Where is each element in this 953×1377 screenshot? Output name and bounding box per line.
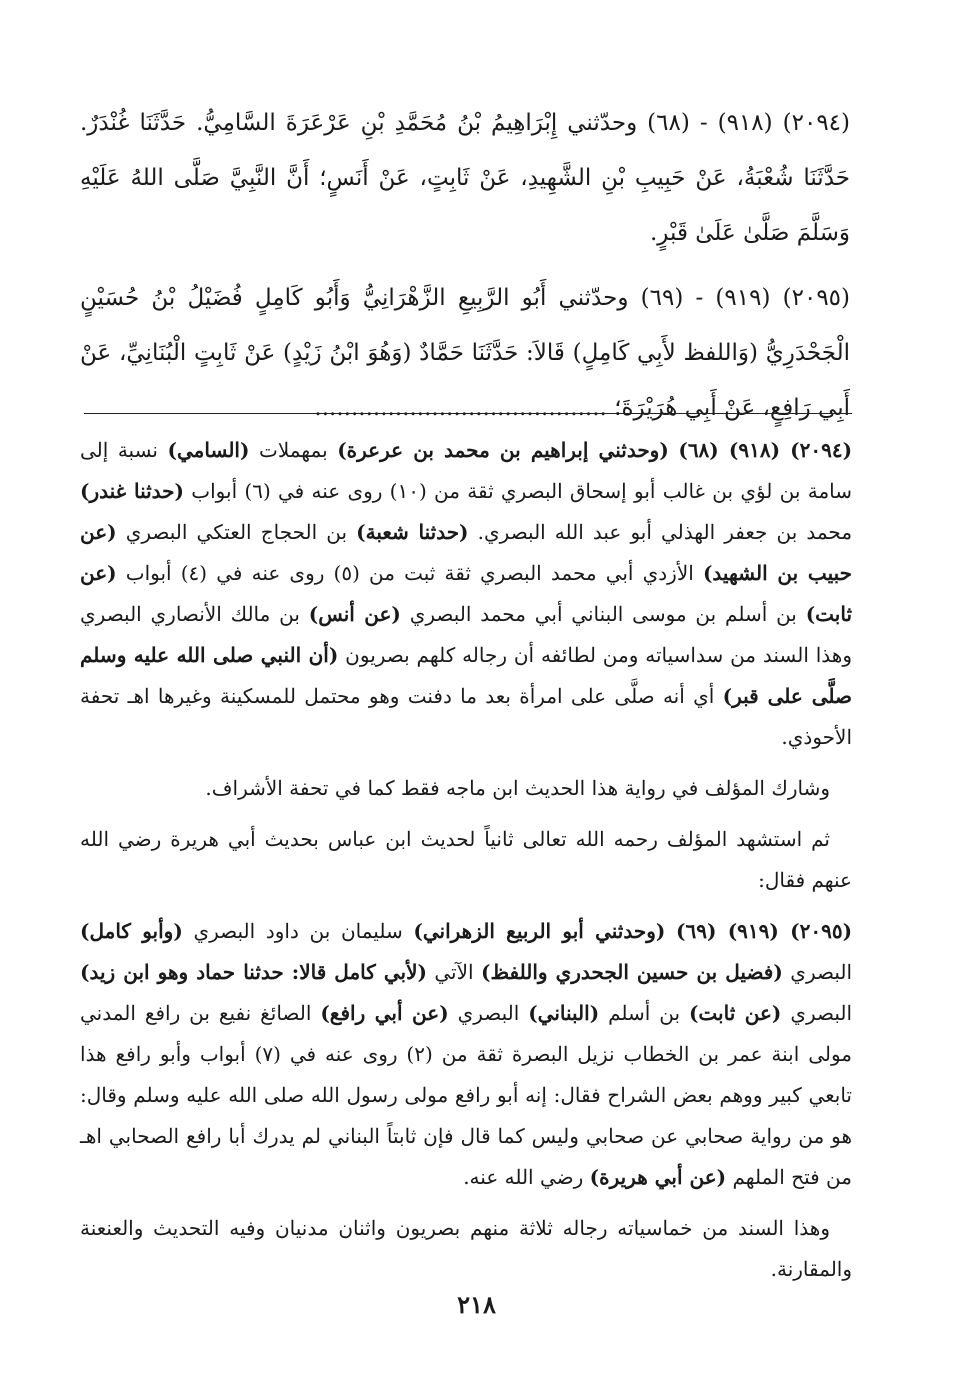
commentary-2095: (٢٠٩٥) (٩١٩) (٦٩) (وحدثني أبو الربيع الزهراني) سليمان بن داود البصري (وأبو كامل) البصري (فضيل بن حسين الجحدري واللفظ) الآتي (لأبي كامل قالا: حدثنا حماد وهو ابن زيد) البصري (عن ثابت) بن أسلم (البناني) البصري (عن أبي رافع) الصائغ نفيع بن رافع المدني مولى ابنة عمر بن الخطاب نزيل البصرة ثقة من (٢) روى عنه في (٧) أبواب وأبو رافع هذا تابعي كبير ووهم بعض الشراح فقال: إنه أبو رافع مولى رسول الله صلى الله عليه وسلم وقال: هو من رواية صحابي عن صحابي وليس كما قال فإن ثابتاً البناني لم يدرك أبا رافع الصحابي اهـ من فتح الملهم (عن أبي هريرة) رضي الله عنه. xyxy=(80,919,853,1189)
footnote-divider xyxy=(84,413,852,414)
narrator-highlight: (حدثنا غندر) xyxy=(80,479,185,503)
narrator-highlight: (عن حبيب بن الشهيد) xyxy=(80,520,853,585)
page-number: ٢١٨ xyxy=(457,1290,496,1319)
narrator-highlight: (عن ثابت) xyxy=(80,561,853,626)
hadith-text xyxy=(80,96,850,446)
commentary-section xyxy=(80,430,852,1300)
narrator-highlight: (عن ثابت) xyxy=(688,1001,782,1025)
commentary-sharing-note: وشارك المؤلف في رواية هذا الحديث ابن ماجه فقط كما في تحفة الأشراف. xyxy=(205,776,830,800)
commentary-chain-note: وهذا السند من خماسياته رجاله ثلاثة منهم بصريون واثنان مدنيان وفيه التحديث والعنعنة والمقارنة. xyxy=(80,1216,852,1281)
narrator-highlight: (عن أبي هريرة) xyxy=(589,1165,727,1189)
narrator-highlight: (وحدثني إبراهيم بن محمد بن عرعرة) xyxy=(337,438,669,462)
hadith-2095: (٢٠٩٥) (٩١٩) - (٦٩) وحدّثني أَبُو الرَّبِيعِ الزَّهْرَانِيُّ وَأَبُو كَامِلٍ فُضَيْلُ بْنُ حُسَيْنٍ الْجَحْدَرِيُّ (وَاللفظ لأَبِي كَامِلٍ) قَالاَ: حَدَّثَنَا حَمَّادٌ (وَهُوَ ابْنُ زَيْدٍ) عَنْ ثَابِتٍ الْبُنَانِيِّ، عَنْ أَبِي رَافِعٍ، عَنْ أَبِي هُرَيْرَةَ؛ ........................................ xyxy=(80,285,851,421)
narrator-highlight: (لأبي كامل قالا: حدثنا حماد وهو ابن زيد) xyxy=(80,960,427,984)
narrator-highlight: (وأبو كامل) xyxy=(80,919,183,943)
narrator-highlight: (عن أبي رافع) xyxy=(320,1001,449,1025)
hadith-2094: (٢٠٩٤) (٩١٨) - (٦٨) وحدّثني إِبْرَاهِيمُ بْنُ مُحَمَّدِ بْنِ عَرْعَرَةَ السَّامِيُّ. حَدَّثَنَا غُنْدَرٌ. حَدَّثَنَا شُعْبَةُ، عَنْ حَبِيبِ بْنِ الشَّهِيدِ، عَنْ ثَابِتٍ، عَنْ أَنَسٍ؛ أَنَّ النَّبِيَّ صَلَّى اللهُ عَلَيْهِ وَسَلَّمَ صَلَّىٰ عَلَىٰ قَبْرٍ. xyxy=(80,110,851,246)
commentary-2094: (٢٠٩٤) (٩١٨) (٦٨) (وحدثني إبراهيم بن محمد بن عرعرة) بمهملات (السامي) نسبة إلى سامة بن لؤي بن غالب أبو إسحاق البصري ثقة من (١٠) روى عنه في (٦) أبواب (حدثنا غندر) محمد بن جعفر الهذلي أبو عبد الله البصري. (حدثنا شعبة) بن الحجاج العتكي البصري (عن حبيب بن الشهيد) الأزدي أبي محمد البصري ثقة ثبت من (٥) روى عنه في (٤) أبواب (عن ثابت) بن أسلم بن موسى البناني أبي محمد البصري (عن أنس) بن مالك الأنصاري البصري وهذا السند من سداسياته ومن لطائفه أن رجاله كلهم بصريون (أن النبي صلى الله عليه وسلم صلَّى على قبر) أي أنه صلَّى على امرأة بعد ما دفنت وهو محتمل للمسكينة وغيرها اهـ تحفة الأحوذي. xyxy=(80,438,853,749)
narrator-highlight: (فضيل بن حسين الجحدري واللفظ) xyxy=(481,960,783,984)
narrator-highlight: (وحدثني أبو الربيع الزهراني) xyxy=(413,919,666,943)
narrator-highlight: (عن أنس) xyxy=(308,602,401,626)
hadith-quote-highlight: (أن النبي صلى الله عليه وسلم صلَّى على قبر) xyxy=(80,643,852,708)
commentary-number: (٢٠٩٥) (٩١٩) (٦٩) xyxy=(676,919,853,943)
commentary-number: (٢٠٩٤) (٩١٨) (٦٨) xyxy=(678,438,853,462)
commentary-transition: ثم استشهد المؤلف رحمه الله تعالى ثانياً لحديث ابن عباس بحديث أبي هريرة رضي الله عنهم فقال: xyxy=(80,827,852,892)
narrator-highlight: (السامي) xyxy=(167,438,250,462)
narrator-highlight: (البناني) xyxy=(528,1001,600,1025)
narrator-highlight: (حدثنا شعبة) xyxy=(356,520,469,544)
